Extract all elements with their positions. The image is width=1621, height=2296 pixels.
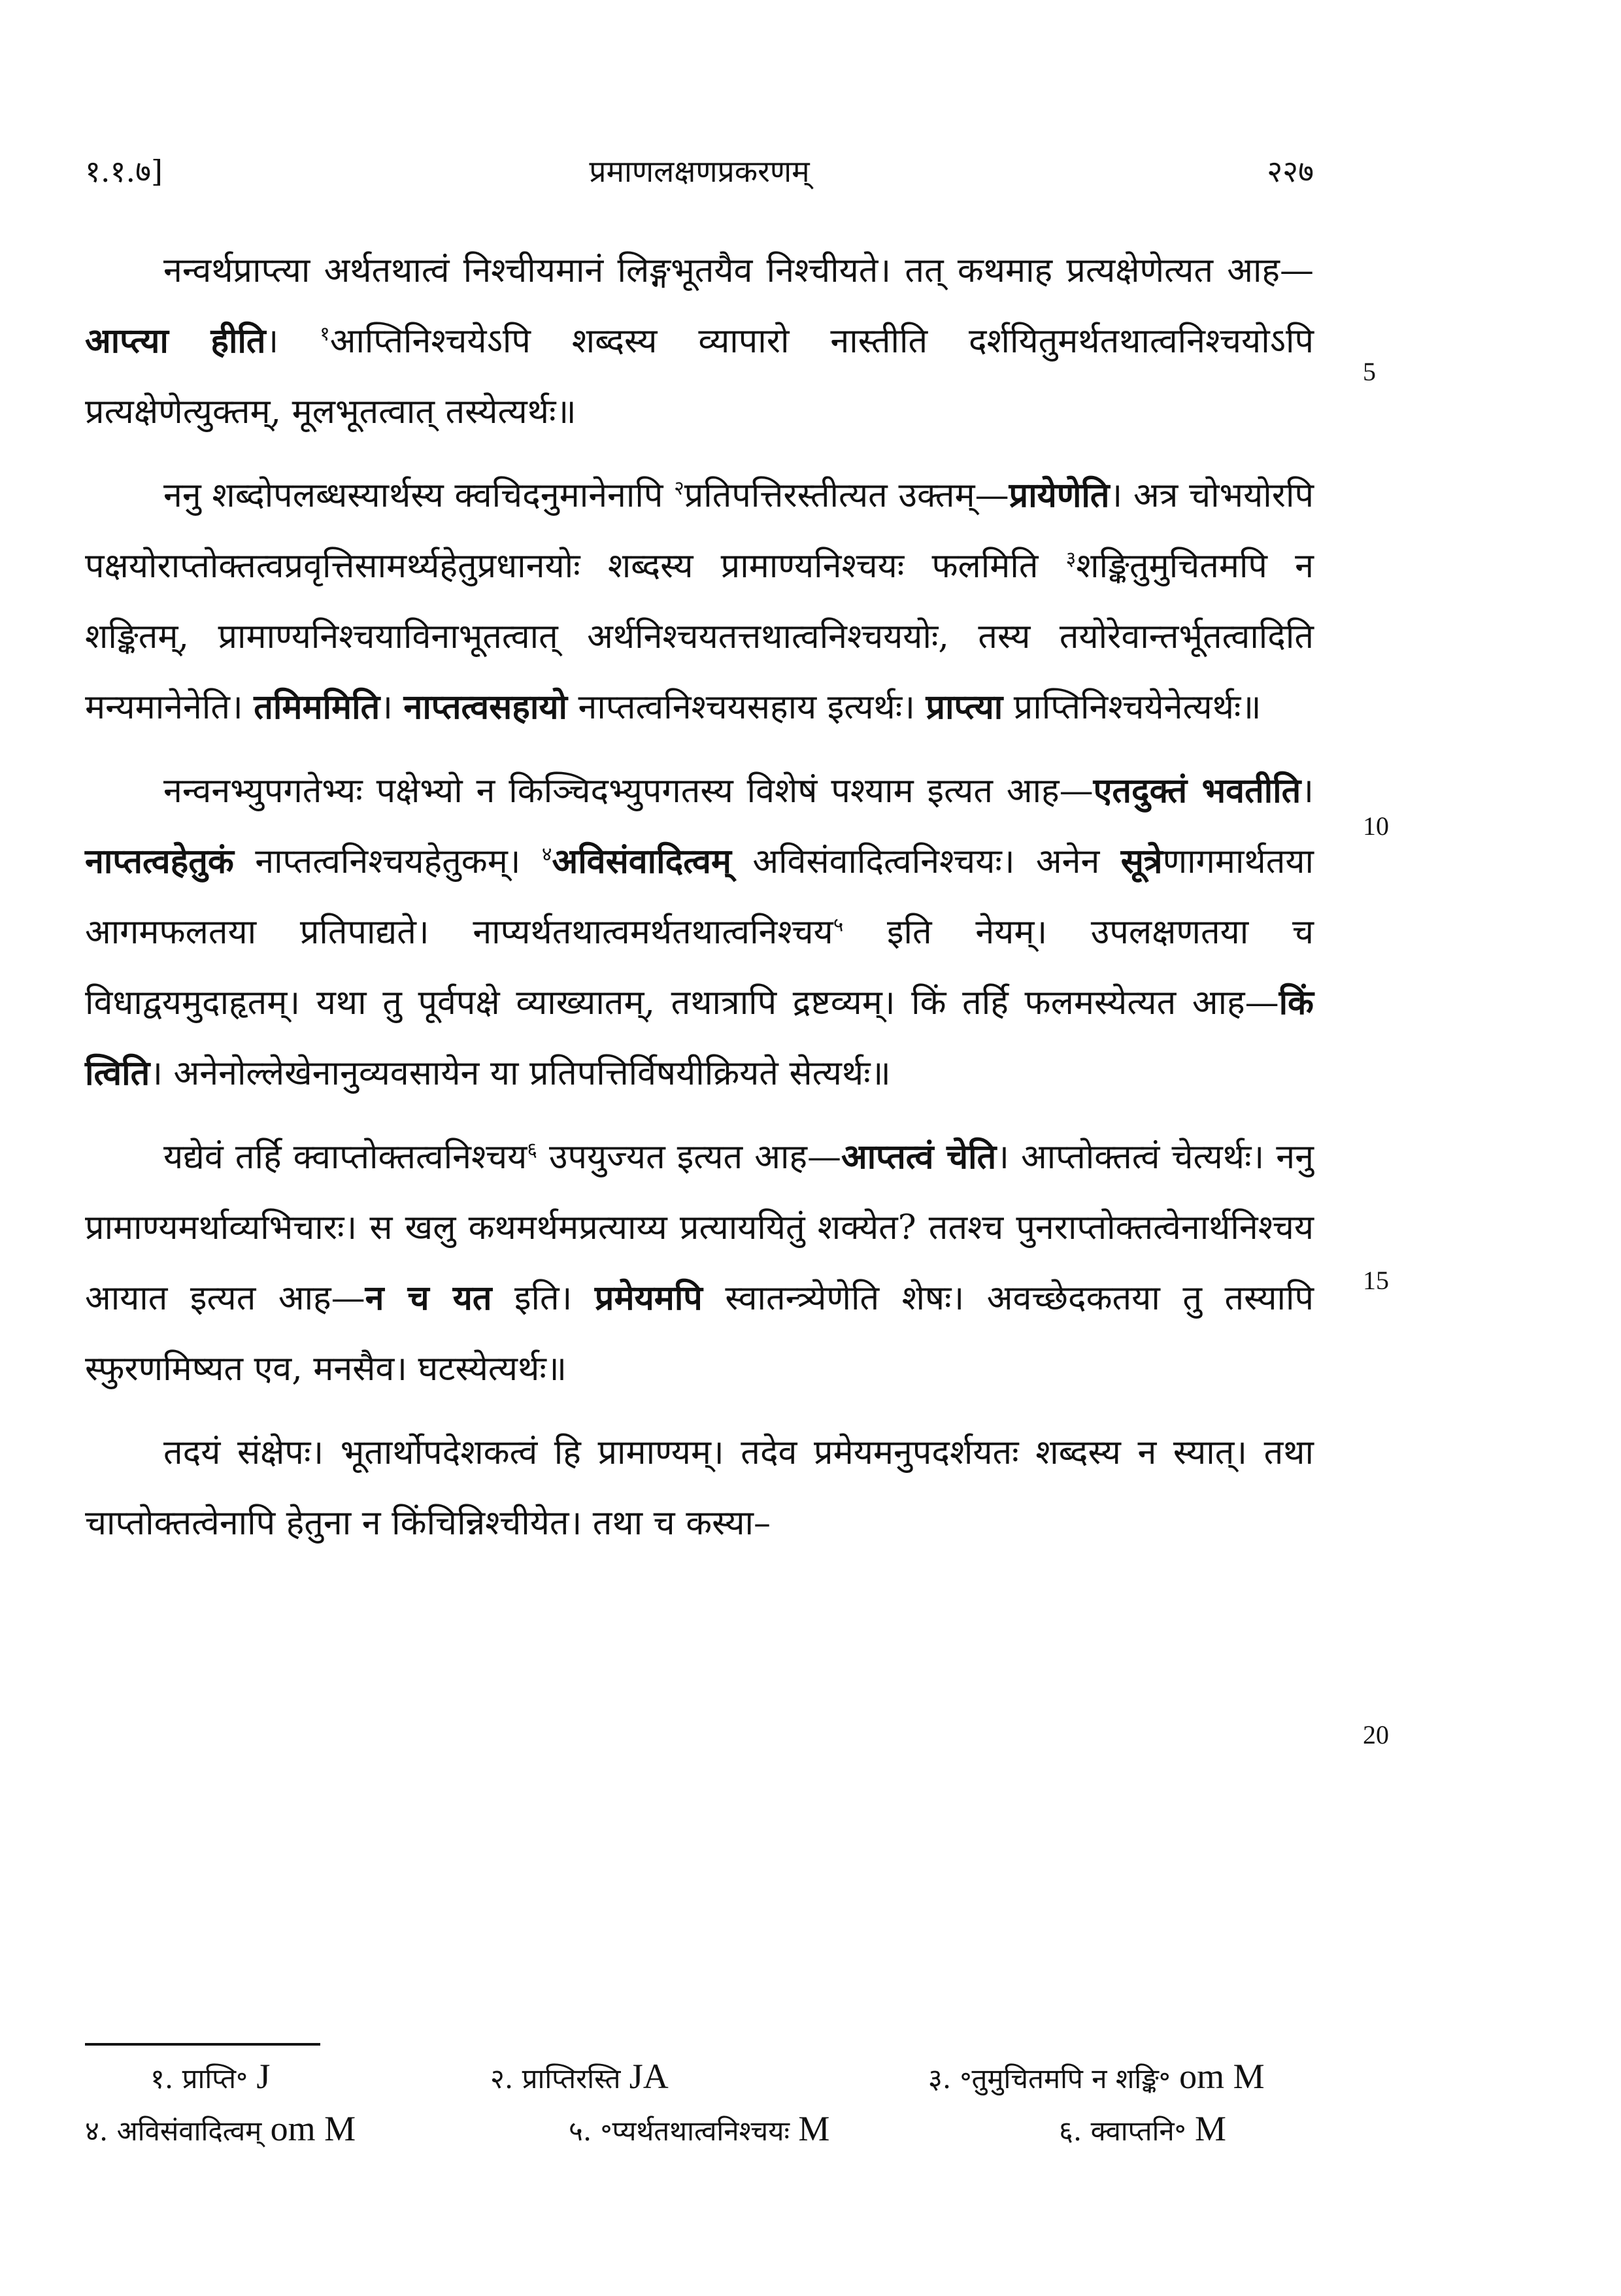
text-segment: । <box>1301 771 1314 811</box>
text-segment: शङ्कितुमुचितमपि न शङ्कितम्, प्रामाण्यनिश्चयाविनाभूतत्वात् अर्थनिश्चयतत्तथात्वनिश्चययोः, तस्य तयोरेवान्तर्भूतत्वादिति मन्यमानेनेति। <box>85 547 1314 727</box>
text-segment: । <box>380 688 404 727</box>
lemma-text: सूत्रे <box>1120 841 1163 881</box>
line-number: 20 <box>1363 1720 1389 1749</box>
text-segment: नन्वर्थप्राप्त्या अर्थतथात्वं निश्चीयमानं लिङ्गभूतयैव निश्चीयते। तत् कथमाह प्रत्यक्षेणेत्यत आह— <box>163 251 1314 290</box>
text-segment: तदयं संक्षेपः। भूतार्थोपदेशकत्वं हि प्रामाण्यम्। तदेव प्रमेयमनुपदर्शयतः शब्दस्य न स्यात्। तथा चाप्तोक्तत्वेनापि हेतुना न किंचिन्निश्चीयेत। तथा च कस्या– <box>85 1433 1314 1543</box>
lemma-text: न च यत <box>365 1278 492 1318</box>
lemma-text: प्रायेणेति <box>1009 475 1110 515</box>
footnotes <box>85 2056 1314 2161</box>
footnote-marker: २ <box>674 477 684 500</box>
text-segment: ननु शब्दोपलब्धस्यार्थस्य क्वचिदनुमानेनापि <box>163 476 675 515</box>
text-segment: । <box>265 322 320 361</box>
section-reference: १.१.७] <box>85 154 163 189</box>
footnote-marker: ३ <box>1065 547 1077 571</box>
running-header <box>85 150 1314 203</box>
lemma-text: नाप्तत्वहेतुकं <box>85 841 234 881</box>
footnote-marker: १ <box>320 322 330 346</box>
page-number: २२७ <box>1267 154 1314 189</box>
text-segment: स्वातन्त्र्येणेति शेषः। अवच्छेदकतया तु तस्यापि स्फुरणमिष्यत एव, मनसैव। घटस्येत्यर्थः॥ <box>85 1279 1314 1389</box>
lemma-text: प्रमेयमपि <box>594 1278 703 1318</box>
text-segment: यद्येवं तर्हि क्वाप्तोक्तत्वनिश्चय <box>163 1138 527 1177</box>
lemma-text: एतदुक्तं भवतीति <box>1093 771 1301 811</box>
text-segment: नाप्तत्वनिश्चयसहाय इत्यर्थः। <box>567 688 926 727</box>
footnote-4: ४. अविसंवादित्वम् om M <box>85 2109 356 2148</box>
paragraph <box>85 460 1314 743</box>
footnote-rule <box>85 2043 320 2046</box>
paragraph <box>85 756 1314 1109</box>
paragraph <box>85 1122 1314 1404</box>
chapter-title: प्रमाणलक्षणप्रकरणम् <box>589 154 810 189</box>
main-text <box>85 235 1314 1572</box>
text-segment: प्राप्तिनिश्चयेनेत्यर्थः॥ <box>1003 688 1262 727</box>
lemma-text: आप्तत्वं चेति <box>841 1137 997 1177</box>
footnote-6: ६. क्वाप्तनि॰ M <box>1059 2109 1227 2148</box>
text-segment: अविसंवादित्वनिश्चयः। अनेन <box>731 842 1121 881</box>
line-number: 5 <box>1363 357 1376 386</box>
paragraph <box>85 235 1314 447</box>
line-number: 15 <box>1363 1266 1389 1295</box>
text-segment: । अत्र चोभयोरपि पक्षयोराप्तोक्तत्वप्रवृत्तिसामर्थ्यहेतुप्रधानयोः शब्दस्य प्रामाण्यनिश्चयः फलमिति <box>85 476 1314 586</box>
lemma-text: किं त्विति <box>85 983 1314 1093</box>
lemma-text: प्राप्त्या <box>926 687 1003 727</box>
footnote-marker: ६ <box>527 1138 537 1162</box>
footnote-1: १. प्राप्ति॰ J <box>150 2057 271 2096</box>
footnote-2: २. प्राप्तिरस्ति JA <box>490 2057 669 2096</box>
lemma-text: तमिममिति <box>254 687 380 727</box>
footnote-marker: ५ <box>833 913 844 937</box>
text-segment: णागमार्थतया आगमफलतया प्रतिपाद्यते। नाप्यर्थतथात्वमर्थतथात्वनिश्चय <box>85 842 1314 952</box>
text-segment: । आप्तोक्तत्वं चेत्यर्थः। ननु प्रामाण्यमर्थाव्यभिचारः। स खलु कथमर्थमप्रत्याय्य प्रत्याययितुं शक्येत? ततश्च पुनराप्तोक्तत्वेनार्थनिश्चय आयात इत्यत आह— <box>85 1138 1314 1318</box>
text-segment: आप्तिनिश्चयेऽपि शब्दस्य व्यापारो नास्तीति दर्शयितुमर्थतथात्वनिश्चयोऽपि प्रत्यक्षेणेत्युक्तम्, मूलभूतत्वात् तस्येत्यर्थः॥ <box>85 322 1314 431</box>
paragraph <box>85 1417 1314 1559</box>
line-number: 10 <box>1363 811 1389 841</box>
text-segment: उपयुज्यत इत्यत आह— <box>537 1138 841 1177</box>
text-segment: प्रतिपत्तिरस्तीत्यत उक्तम्— <box>684 476 1009 515</box>
footnote-3: ३. ॰तुमुचितमपि न शङ्कि॰ om M <box>928 2057 1265 2096</box>
text-segment: नन्वनभ्युपगतेभ्यः पक्षेभ्यो न किञ्चिदभ्युपगतस्य विशेषं पश्याम इत्यत आह— <box>163 771 1094 811</box>
text-segment: इति नेयम्। उपलक्षणतया च विधाद्वयमुदाहृतम्। यथा तु पूर्वपक्षे व्याख्यातम्, तथात्रापि द्रष्टव्यम्। किं तर्हि फलमस्येत्यत आह— <box>85 913 1314 1022</box>
text-segment: नाप्तत्वनिश्चयहेतुकम्। <box>233 842 542 881</box>
text-segment: इति। <box>492 1279 595 1318</box>
lemma-text: आप्त्या हीति <box>85 321 266 361</box>
lemma-text: अविसंवादित्वम् <box>552 841 731 881</box>
footnote-5: ५. ॰प्यर्थतथात्वनिश्चयः M <box>569 2109 830 2148</box>
footnote-marker: ४ <box>541 843 552 866</box>
lemma-text: नाप्तत्वसहायो <box>403 687 568 727</box>
text-segment: । अनेनोल्लेखेनानुव्यवसायेन या प्रतिपत्तिर्विषयीक्रियते सेत्यर्थः॥ <box>150 1054 891 1093</box>
